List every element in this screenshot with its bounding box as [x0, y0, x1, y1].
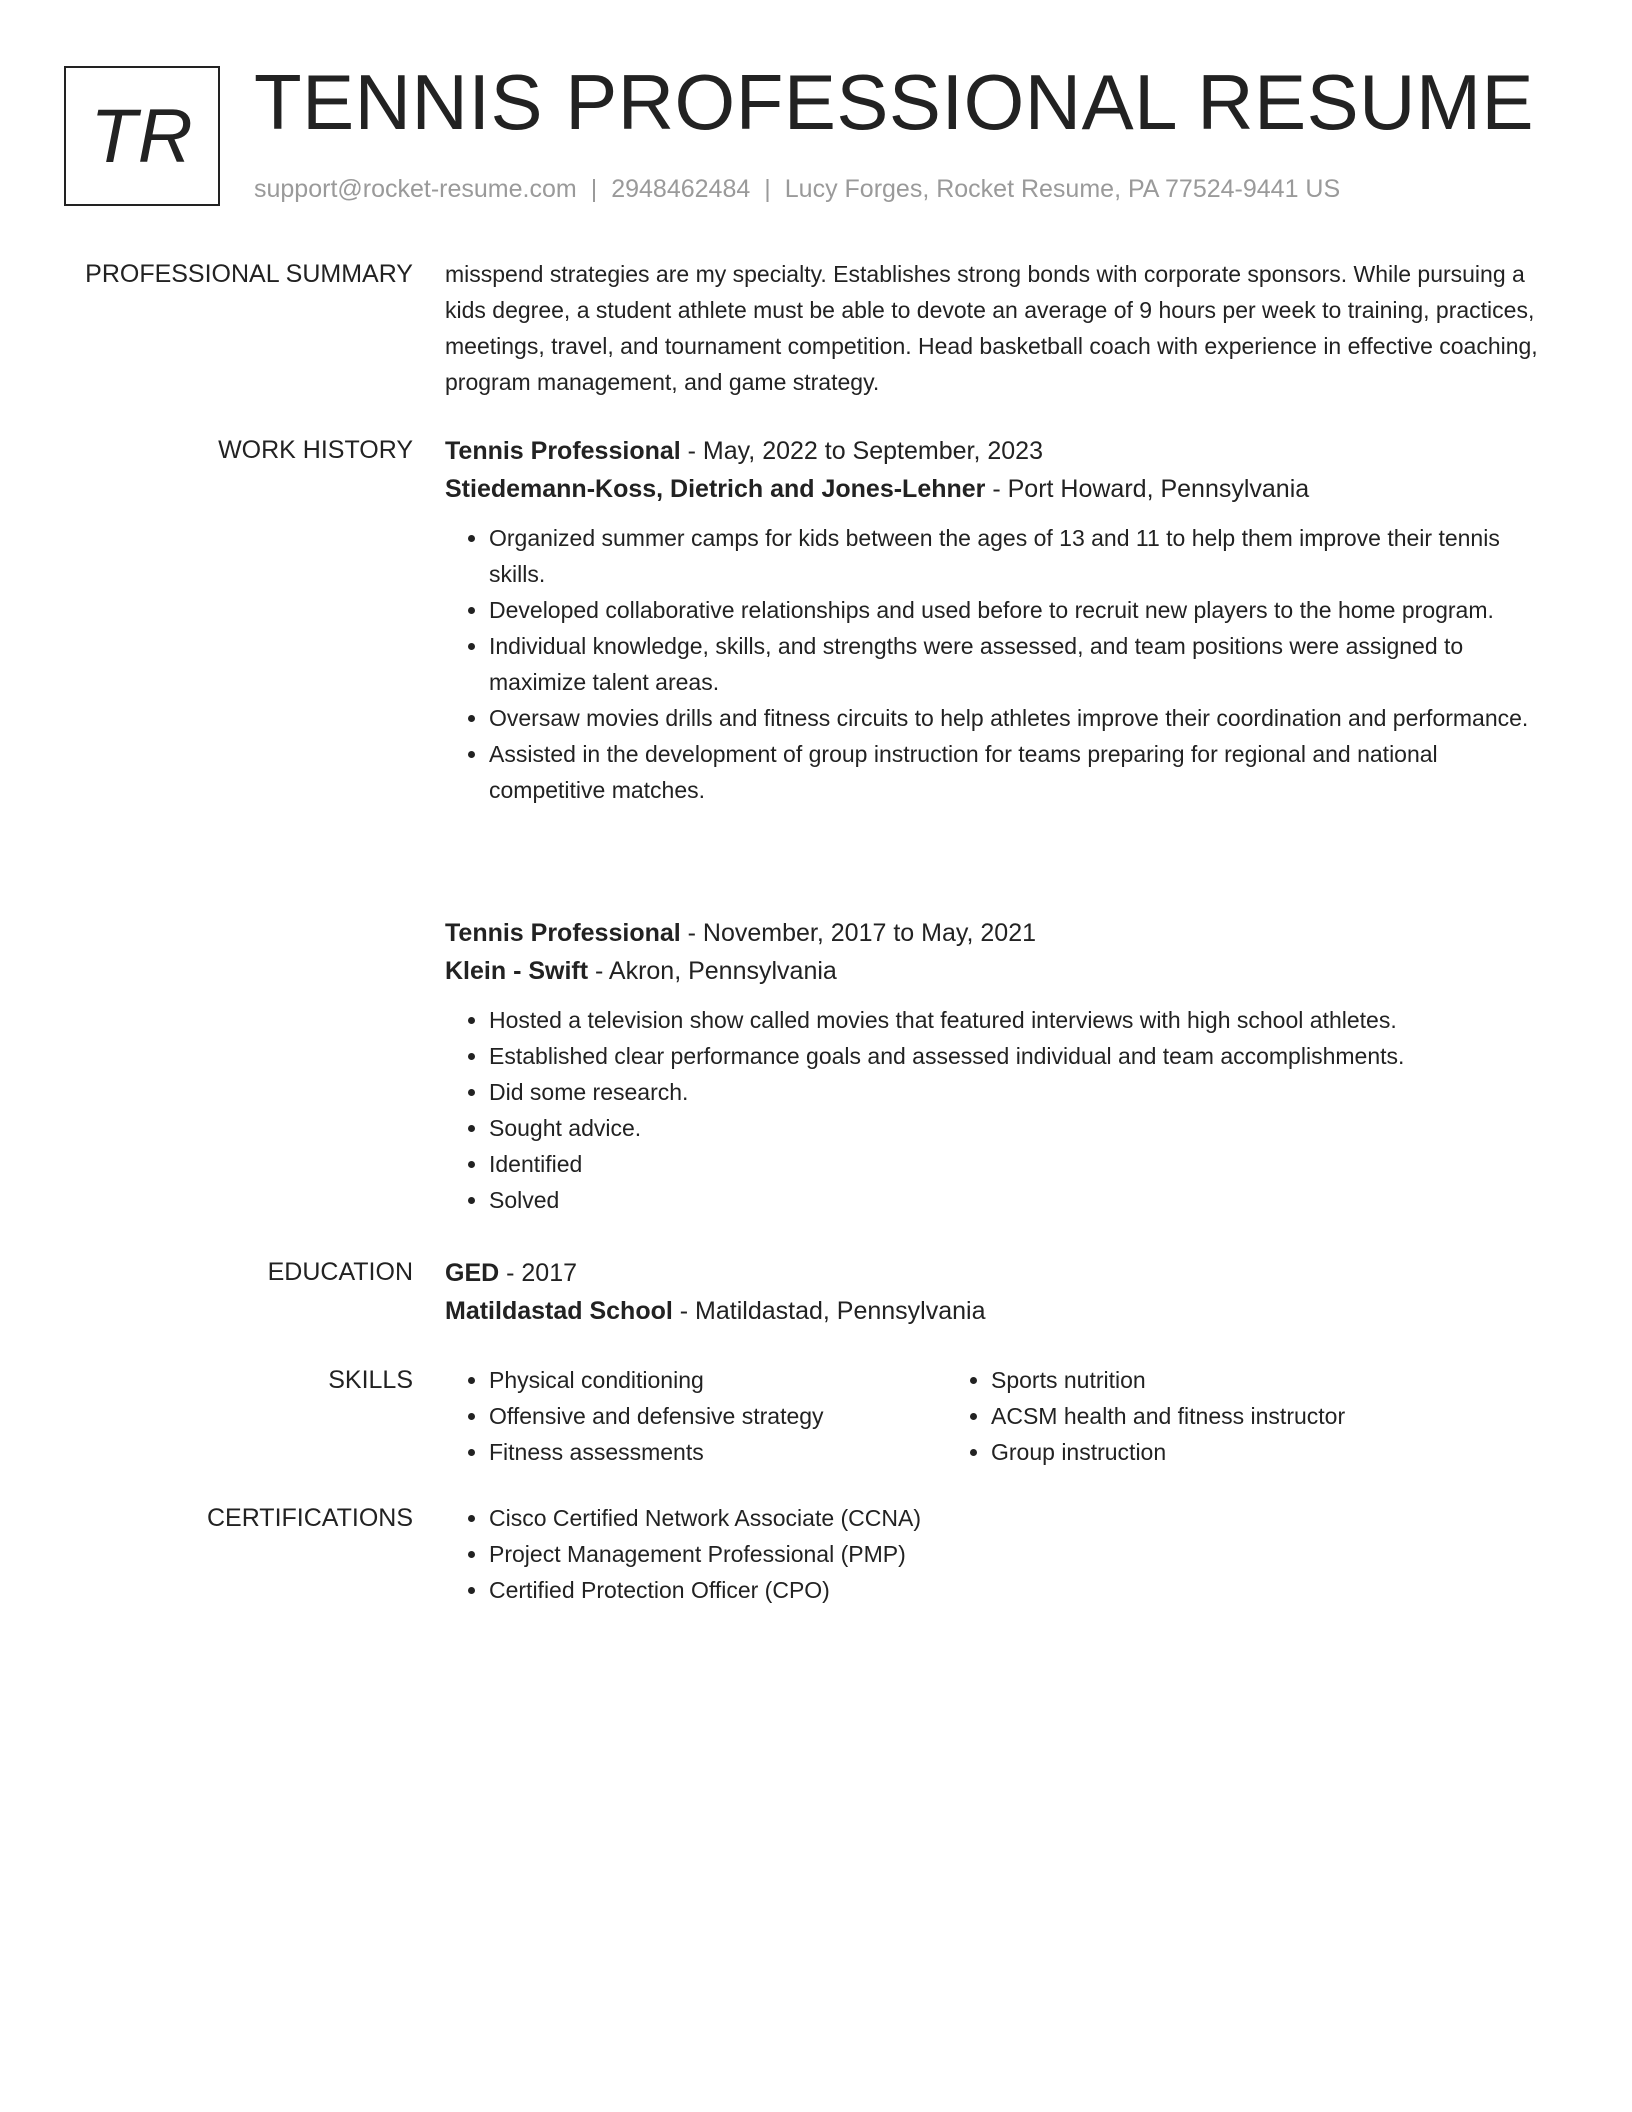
contact-phone: 2948462484	[611, 175, 751, 203]
job-entry	[445, 914, 1545, 1218]
job-title-line	[445, 914, 1545, 952]
list-item: • Organized summer camps for kids between the ages of 13 and 11 to help them improve their tennis skills.	[489, 520, 1545, 592]
list-item: • ACSM health and fitness instructor	[991, 1398, 1449, 1434]
education-year: - 2017	[499, 1259, 578, 1287]
list-item: • Established clear performance goals and assessed individual and team accomplishments.	[489, 1038, 1545, 1074]
list-item: • Fitness assessments	[489, 1434, 947, 1470]
contact-email: support@rocket-resume.com	[254, 175, 577, 203]
list-item: • Individual knowledge, skills, and strengths were assessed, and team positions were assigned to maximize talent areas.	[489, 628, 1545, 700]
list-item: • Cisco Certified Network Associate (CCNA)	[489, 1500, 1545, 1536]
job-company-line	[445, 952, 1545, 990]
education-section	[0, 1254, 1632, 1334]
list-item: • Identified	[489, 1146, 1545, 1182]
education-degree-line	[445, 1254, 1545, 1292]
section-label-education: EDUCATION	[267, 1258, 413, 1286]
summary-body	[445, 256, 1545, 400]
skills-body	[445, 1362, 1545, 1470]
job-company-line	[445, 470, 1545, 508]
job-bullets	[445, 520, 1545, 808]
list-item: • Group instruction	[991, 1434, 1449, 1470]
list-item: • Physical conditioning	[489, 1362, 947, 1398]
education-degree: GED	[445, 1259, 500, 1287]
list-item: • Project Management Professional (PMP)	[489, 1536, 1545, 1572]
section-label-certifications: CERTIFICATIONS	[206, 1504, 413, 1532]
list-item: • Offensive and defensive strategy	[489, 1398, 947, 1434]
education-school-line	[445, 1292, 1545, 1330]
job-entry	[445, 432, 1545, 808]
list-item: • Solved	[489, 1182, 1545, 1218]
job-title: Tennis Professional	[445, 437, 681, 465]
contact-line	[254, 172, 1340, 206]
section-label-summary: PROFESSIONAL SUMMARY	[85, 260, 413, 288]
job-company: Klein - Swift	[445, 957, 589, 985]
job-location: - Port Howard, Pennsylvania	[985, 475, 1310, 503]
contact-separator: |	[764, 175, 771, 203]
certifications-body	[445, 1500, 1545, 1608]
page-title: TENNIS PROFESSIONAL RESUME	[254, 58, 1535, 146]
education-body	[445, 1254, 1545, 1330]
education-location: - Matildastad, Pennsylvania	[672, 1297, 986, 1325]
contact-separator: |	[590, 175, 598, 203]
list-item: • Assisted in the development of group instruction for teams preparing for regional and national competitive matches.	[489, 736, 1545, 808]
job-company: Stiedemann-Koss, Dietrich and Jones-Lehner	[445, 475, 986, 503]
list-item: • Hosted a television show called movies that featured interviews with high school athletes.	[489, 1002, 1545, 1038]
monogram-logo: TR	[64, 66, 220, 206]
list-item: • Sought advice.	[489, 1110, 1545, 1146]
job-dates: - November, 2017 to May, 2021	[680, 919, 1037, 947]
summary-section	[0, 256, 1632, 406]
job-title: Tennis Professional	[445, 919, 681, 947]
skills-section	[0, 1362, 1632, 1482]
summary-text: misspend strategies are my specialty. Establishes strong bonds with corporate sponsors. While pursuing a kids degree, a student athlete must be able to devote an average of 9 hours per week to training, practices, meetings, travel, and tournament competition. Head basketball coach with experience in effective coaching, program management, and game strategy.	[445, 261, 1538, 395]
certifications-section	[0, 1500, 1632, 1620]
certifications-list	[445, 1500, 1545, 1608]
skills-list-left	[445, 1362, 947, 1470]
contact-address: Lucy Forges, Rocket Resume, PA 77524-9441 US	[784, 175, 1341, 203]
work-history-section	[0, 432, 1632, 1222]
section-label-skills: SKILLS	[328, 1366, 413, 1394]
list-item: • Sports nutrition	[991, 1362, 1449, 1398]
list-item: • Certified Protection Officer (CPO)	[489, 1572, 1545, 1608]
list-item: • Oversaw movies drills and fitness circuits to help athletes improve their coordination and performance.	[489, 700, 1545, 736]
job-bullets	[445, 1002, 1545, 1218]
education-school: Matildastad School	[445, 1297, 673, 1325]
job-dates: - May, 2022 to September, 2023	[680, 437, 1043, 465]
list-item: • Developed collaborative relationships and used before to recruit new players to the home program.	[489, 592, 1545, 628]
job-title-line	[445, 432, 1545, 470]
skills-list-right	[947, 1362, 1449, 1470]
job-location: - Akron, Pennsylvania	[588, 957, 837, 985]
section-label-work-history: WORK HISTORY	[218, 436, 413, 464]
list-item: • Did some research.	[489, 1074, 1545, 1110]
